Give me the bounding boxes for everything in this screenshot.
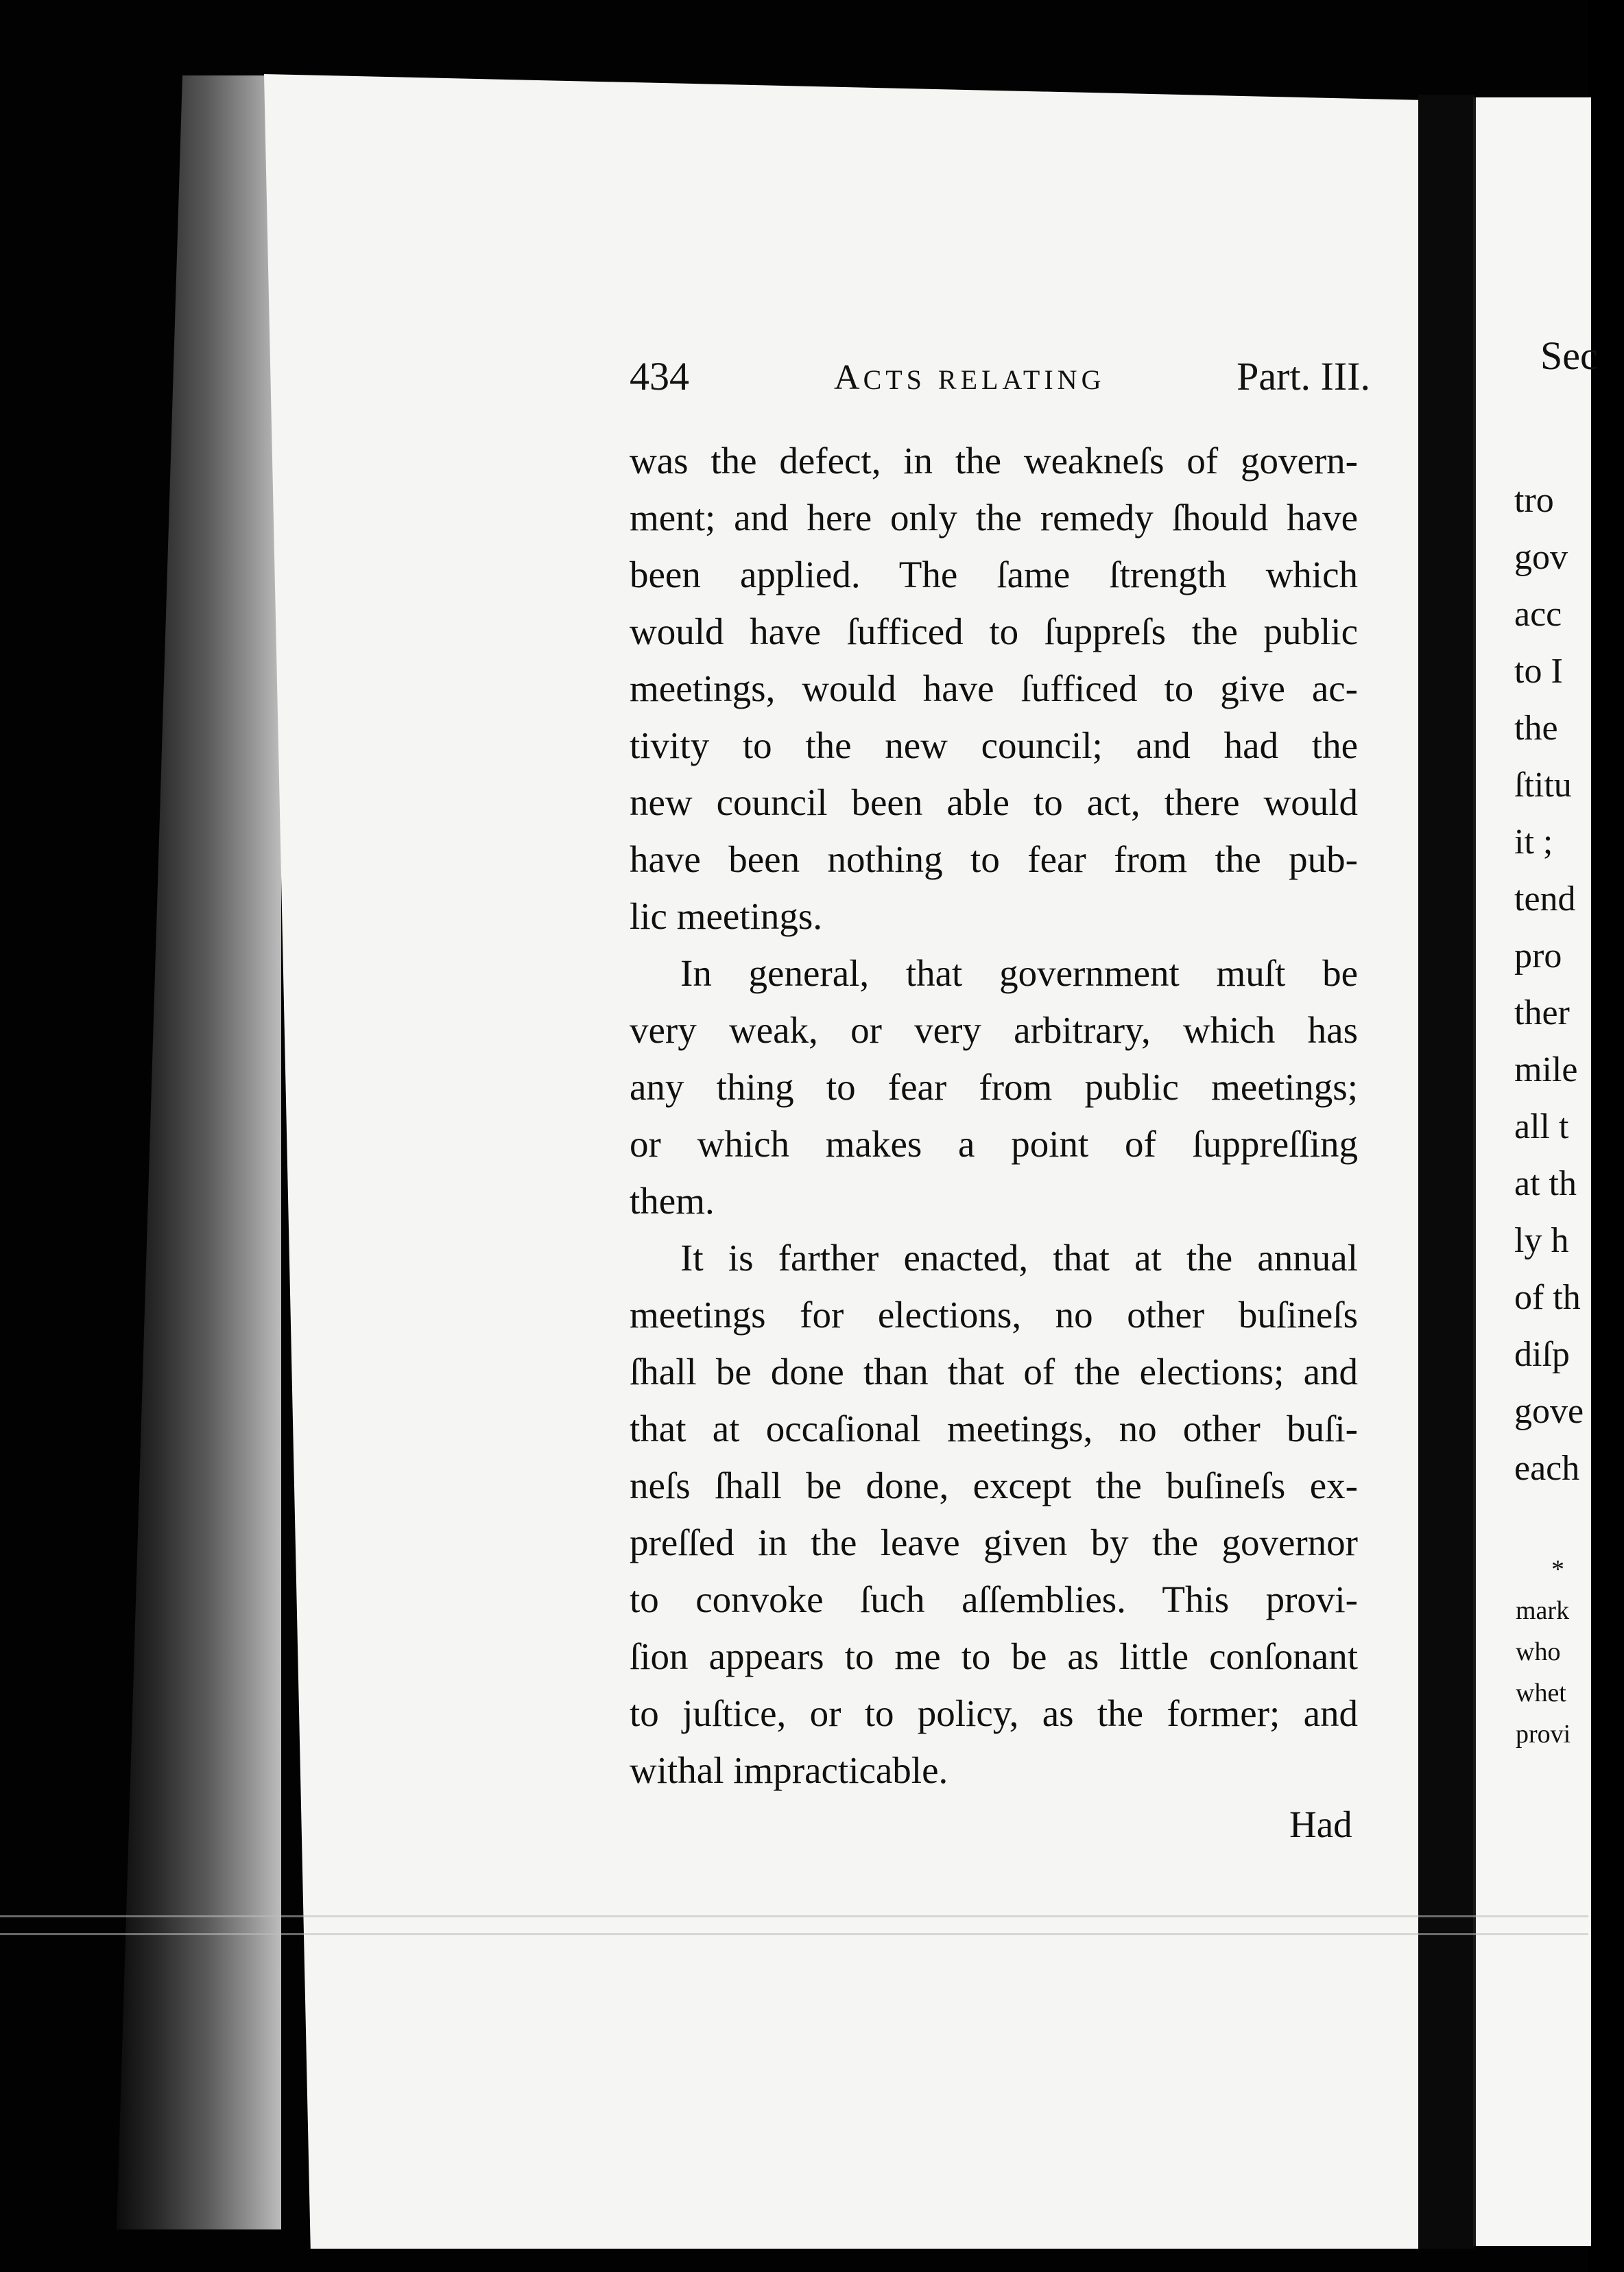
text-line: any thing to fear from public meetings; — [630, 1066, 1358, 1108]
running-head — [630, 353, 1370, 408]
text-line: meetings, would have ſufficed to give ac- — [630, 667, 1358, 709]
right-page-line: ly h — [1514, 1221, 1569, 1260]
text-line: to juſtice, or to policy, as the former; and — [630, 1692, 1358, 1734]
running-title-initial: A — [834, 358, 863, 397]
running-title-rest: RELATING — [938, 364, 1106, 395]
text-line: lic meetings. — [630, 895, 823, 937]
right-page-line: tro — [1514, 481, 1554, 520]
page-gutter — [1418, 95, 1474, 2249]
right-page-line: pro — [1514, 936, 1562, 975]
text-line: new council been able to act, there would — [630, 781, 1358, 823]
footnote-line: who — [1516, 1637, 1561, 1666]
right-page-line: diſp — [1514, 1335, 1570, 1374]
text-line: have been nothing to fear from the pub- — [630, 838, 1358, 880]
text-line: withal impracticable. — [630, 1749, 948, 1791]
text-line: would have ſufficed to ſuppreſs the public — [630, 611, 1358, 652]
text-line: very weak, or very arbitrary, which has — [630, 1009, 1358, 1051]
right-page-line: to I — [1514, 652, 1563, 691]
scan-artifact-line — [0, 1915, 1588, 1917]
right-page-line: ther — [1514, 993, 1570, 1032]
right-page-line: of th — [1514, 1278, 1581, 1317]
footnote-marker: * — [1551, 1555, 1564, 1584]
right-page-line: mile — [1514, 1050, 1578, 1089]
right-page-line: gov — [1514, 538, 1568, 577]
right-page-line: all t — [1514, 1107, 1569, 1146]
text-line: neſs ſhall be done, except the buſineſs ex- — [630, 1465, 1358, 1506]
part-label: Part. III. — [1237, 354, 1370, 399]
footnote-line: whet — [1516, 1679, 1566, 1707]
text-line: ſhall be done than that of the elections; and — [630, 1351, 1358, 1393]
text-line: ment; and here only the remedy ſhould have — [630, 497, 1358, 539]
right-page-line: acc — [1514, 595, 1562, 634]
text-line: to convoke ſuch aſſemblies. This provi- — [630, 1578, 1358, 1620]
right-page-line: it ; — [1514, 823, 1553, 862]
page-number: 434 — [630, 354, 689, 399]
text-line: was the defect, in the weakneſs of govern- — [630, 440, 1358, 482]
scan-artifact-line — [0, 1933, 1588, 1935]
footnote-line: provi — [1516, 1720, 1571, 1749]
right-page-line: tend — [1514, 879, 1576, 919]
right-page-line: ſtitu — [1514, 766, 1572, 805]
text-line: In general, that government muſt be — [680, 952, 1358, 994]
text-line: ſion appears to me to be as little conſonant — [630, 1635, 1358, 1677]
text-line: tivity to the new council; and had the — [630, 724, 1358, 766]
text-line: been applied. The ſame ſtrength which — [630, 554, 1358, 595]
footnote-line: mark — [1516, 1596, 1570, 1625]
right-page-head: Sec — [1540, 333, 1598, 378]
text-line: that at occaſional meetings, no other buſi- — [630, 1408, 1358, 1449]
text-line: or which makes a point of ſuppreſſing — [630, 1123, 1358, 1165]
catchword: Had — [1289, 1803, 1352, 1845]
text-line: meetings for elections, no other buſineſs — [630, 1294, 1358, 1336]
right-page-line: gove — [1514, 1392, 1584, 1431]
right-page-line: at th — [1514, 1164, 1577, 1203]
text-line: It is farther enacted, that at the annual — [680, 1237, 1358, 1279]
running-title-initial-rest: CTS — [863, 364, 926, 395]
text-line: them. — [630, 1180, 715, 1222]
right-page-line: each — [1514, 1449, 1580, 1488]
right-page-line: the — [1514, 709, 1558, 748]
running-title — [834, 357, 1105, 398]
text-line: preſſed in the leave given by the governor — [630, 1522, 1358, 1563]
